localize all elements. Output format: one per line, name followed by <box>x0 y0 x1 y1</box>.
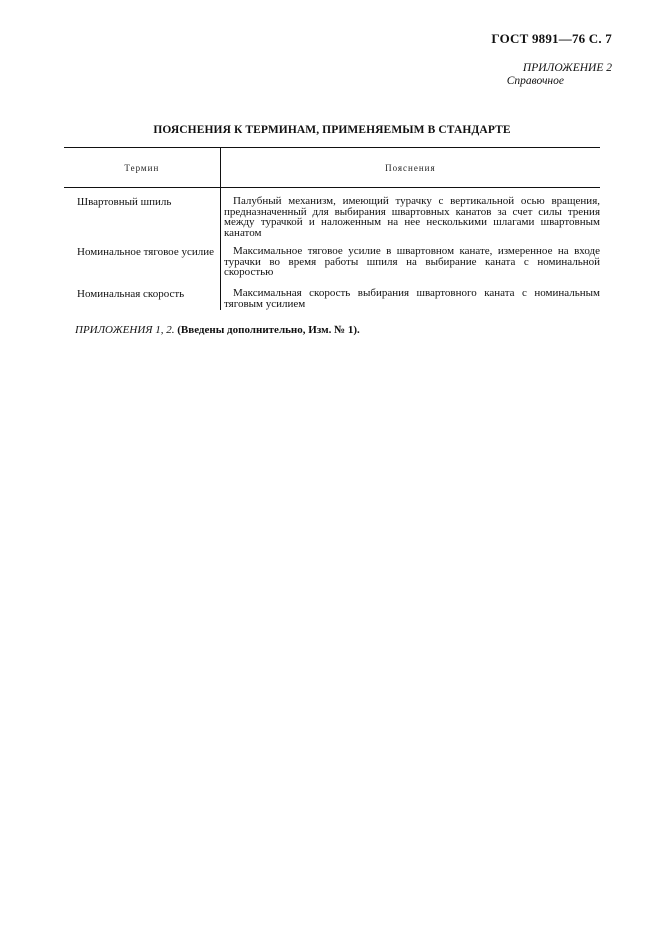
term-cell: Швартовный шпиль <box>77 196 172 208</box>
appendix-type: Справочное <box>506 75 564 87</box>
explanation-cell: Максимальная скорость выбирания швартовного каната с номинальным тяговым усилием <box>220 282 600 310</box>
header-term: Термин <box>124 162 160 173</box>
term-cell: Номинальное тяговое усилие <box>77 246 214 258</box>
page-header: ГОСТ 9891—76 С. 7 <box>491 31 612 46</box>
explanation-cell: Палубный механизм, имеющий турачку с вертикальной осью вращения, предназначенный для выбирания швартовных канатов за счет силы трения между турачкой и наложенным на нее несколькими шлагами швартовным канатом <box>220 188 600 240</box>
table-row <box>64 188 600 240</box>
explanation-cell: Максимальное тяговое усилие в швартовном канате, измеренное на входе турачки во время работы шпиля на выбирание каната с номинальной скоростью <box>220 240 600 282</box>
footnote <box>75 324 595 336</box>
footnote-prefix: ПРИЛОЖЕНИЯ 1, 2. <box>75 324 175 336</box>
table-row <box>64 282 600 310</box>
footnote-text: (Введены дополнительно, Изм. № 1). <box>177 324 360 336</box>
table-row <box>64 240 600 282</box>
terms-table <box>64 147 600 310</box>
appendix-block <box>440 62 612 88</box>
table-header <box>64 147 600 188</box>
appendix-label: ПРИЛОЖЕНИЕ 2 <box>522 62 612 74</box>
term-cell: Номинальная скорость <box>77 288 185 300</box>
header-explanation: Пояснения <box>220 148 600 187</box>
document-title: ПОЯСНЕНИЯ К ТЕРМИНАМ, ПРИМЕНЯЕМЫМ В СТАНДАРТЕ <box>153 124 511 136</box>
